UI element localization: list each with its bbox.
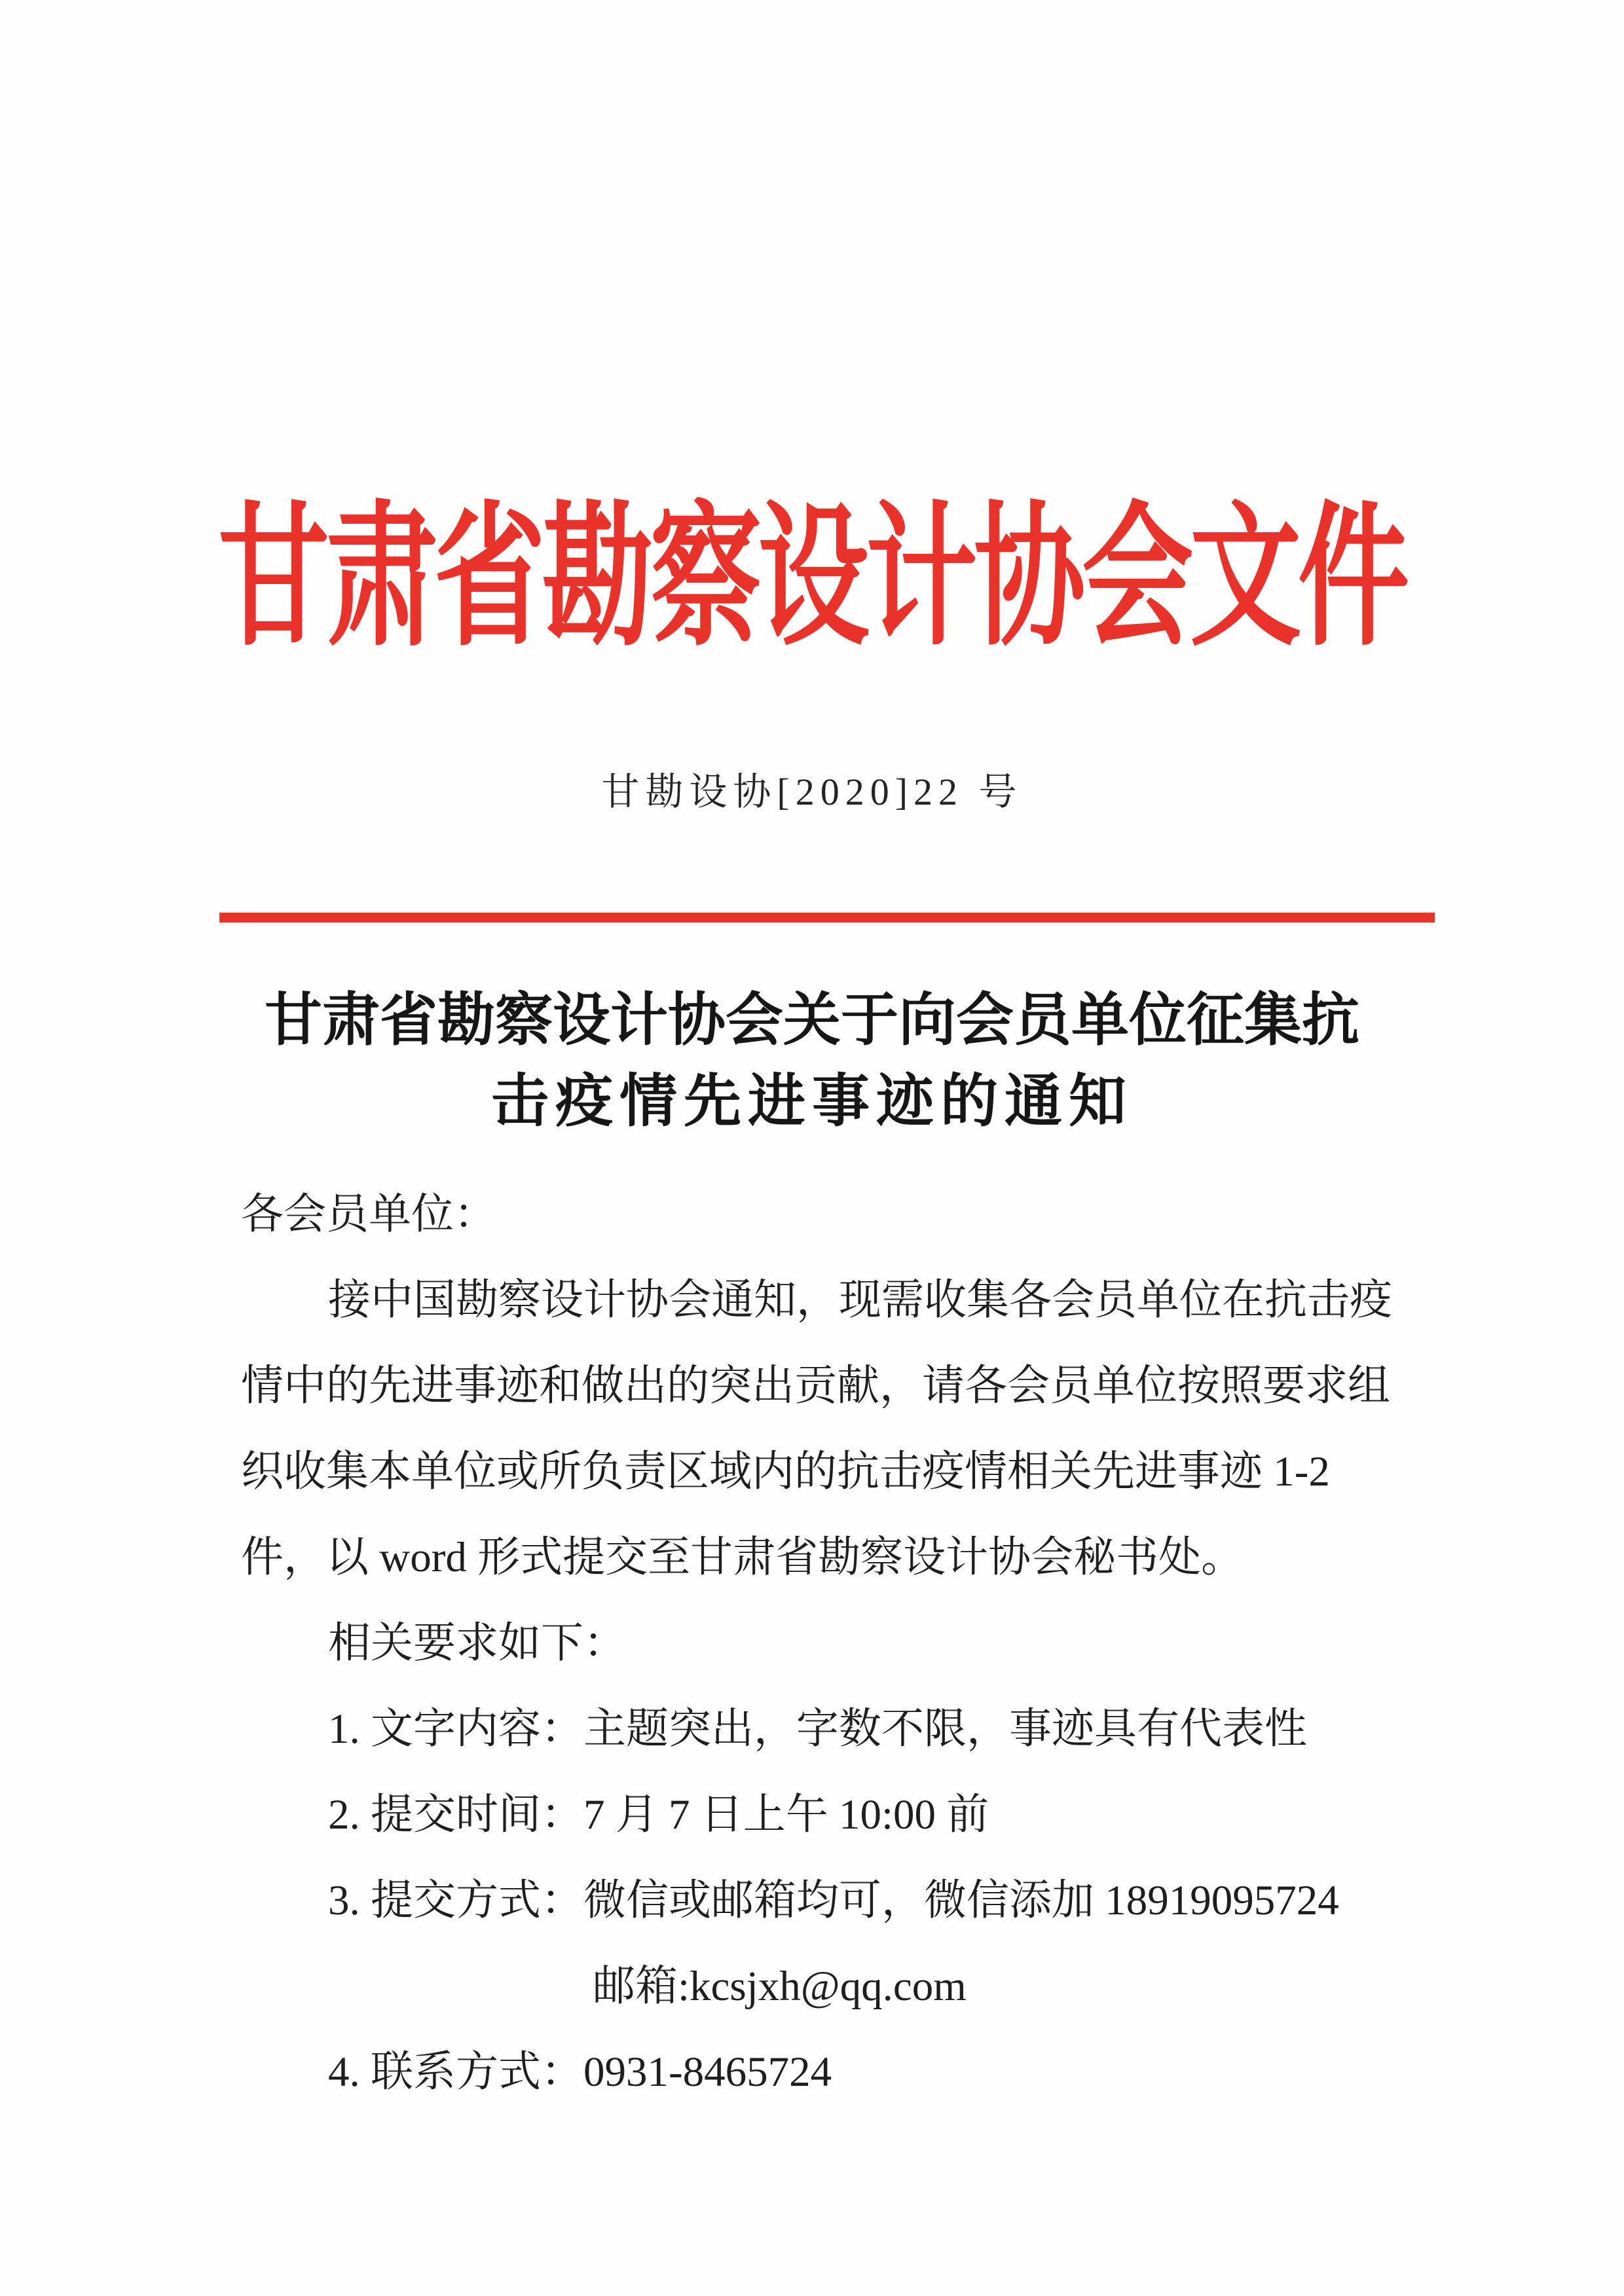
requirement-item: 3. 提交方式：微信或邮箱均可，微信添加 18919095724 [328, 1877, 1339, 1924]
notice-body [241, 1172, 1412, 2115]
notice-title [157, 981, 1467, 1143]
email-line: 邮箱:kcsjxh@qq.com [593, 1963, 967, 2010]
paragraph-line: 接中国勘察设计协会通知，现需收集各会员单位在抗击疫 [328, 1277, 1393, 1324]
document-number: 甘勘设协[2020]22 号 [601, 771, 1023, 813]
requirements-intro: 相关要求如下： [328, 1620, 627, 1667]
letterhead-org-title [0, 494, 1624, 665]
requirement-item: 2. 提交时间：7 月 7 日上午 10:00 前 [328, 1791, 989, 1838]
requirement-item: 1. 文字内容：主题突出，字数不限，事迹具有代表性 [328, 1705, 1308, 1753]
paragraph-line: 情中的先进事迹和做出的突出贡献，请各会员单位按照要求组 [241, 1362, 1391, 1410]
notice-title-line-2: 击疫情先进事迹的通知 [490, 1070, 1133, 1134]
notice-title-line-1: 甘肃省勘察设计协会关于向会员单位征集抗 [264, 989, 1359, 1053]
letterhead-org-title-text: 甘肃省勘察设计协会文件 [218, 494, 1406, 665]
salutation: 各会员单位： [241, 1191, 497, 1238]
paragraph-line: 织收集本单位或所负责区域内的抗击疫情相关先进事迹 1-2 [241, 1448, 1330, 1495]
requirement-item: 4. 联系方式：0931-8465724 [328, 2049, 832, 2096]
red-divider-rule [219, 913, 1435, 922]
paragraph-line: 件，以 word 形式提交至甘肃省勘察设计协会秘书处。 [241, 1534, 1244, 1581]
